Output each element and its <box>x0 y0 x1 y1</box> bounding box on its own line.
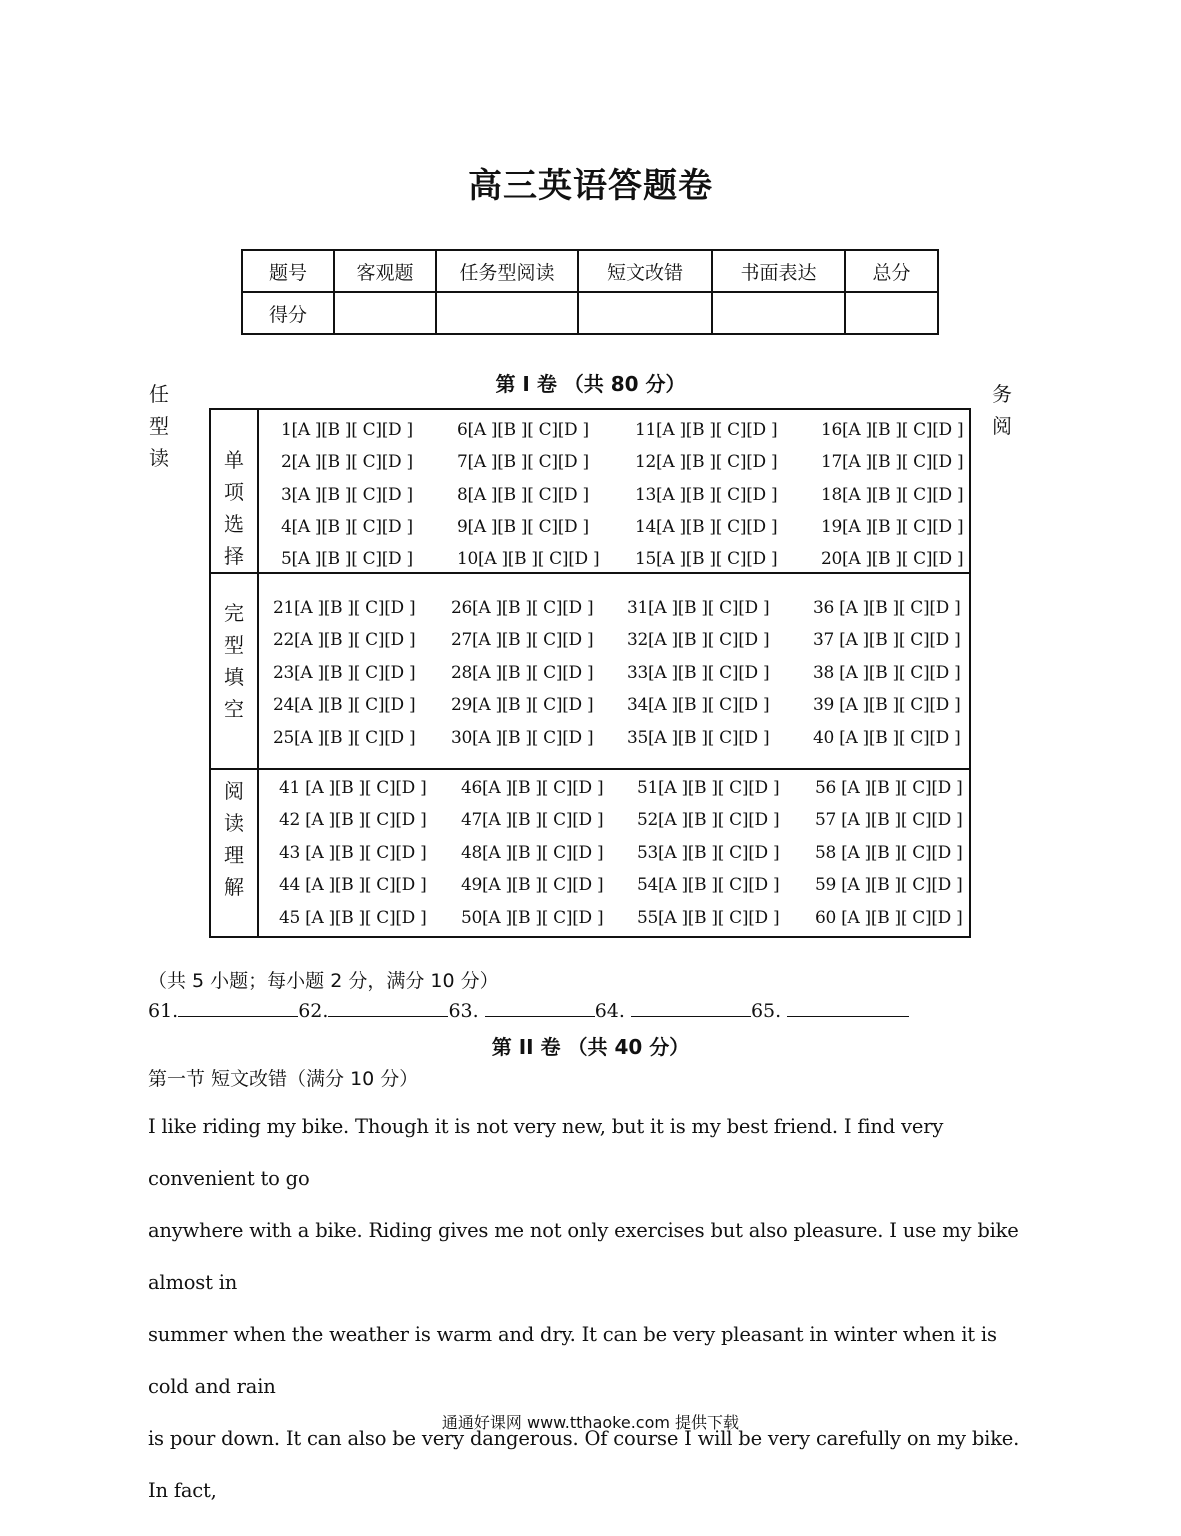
side-label-right <box>990 378 1014 442</box>
answer-option-row[interactable]: 58 [A ][B ][ C][D ] <box>815 843 963 863</box>
side-label-left <box>147 378 171 474</box>
side-char: 读 <box>149 446 169 470</box>
answer-option-row[interactable]: 47[A ][B ][ C][D ] <box>461 810 604 830</box>
answer-option-row[interactable]: 29[A ][B ][ C][D ] <box>451 695 594 715</box>
answer-option-row[interactable]: 51[A ][B ][ C][D ] <box>637 778 780 798</box>
answer-option-row[interactable]: 60 [A ][B ][ C][D ] <box>815 908 963 928</box>
answer-blank[interactable] <box>631 1000 751 1017</box>
score-cell[interactable] <box>436 292 578 334</box>
answer-option-row[interactable]: 43 [A ][B ][ C][D ] <box>279 843 427 863</box>
blank-number: 63. <box>448 1000 485 1022</box>
answer-option-row[interactable]: 11[A ][B ][ C][D ] <box>635 420 778 440</box>
header-cell: 任务型阅读 <box>436 250 578 292</box>
answer-option-row[interactable]: 46[A ][B ][ C][D ] <box>461 778 604 798</box>
answer-option-row[interactable]: 27[A ][B ][ C][D ] <box>451 630 594 650</box>
answer-section-reading <box>211 770 969 936</box>
side-char: 任 <box>149 382 169 406</box>
blank-number: 61. <box>148 1000 179 1022</box>
answer-blank[interactable] <box>178 1000 298 1017</box>
answer-option-row[interactable]: 23[A ][B ][ C][D ] <box>273 663 416 683</box>
task-reading-blanks <box>148 1000 909 1022</box>
answer-option-row[interactable]: 13[A ][B ][ C][D ] <box>635 485 778 505</box>
answer-option-row[interactable]: 10[A ][B ][ C][D ] <box>457 549 600 569</box>
answer-section-single-choice <box>211 410 969 574</box>
header-cell: 客观题 <box>334 250 436 292</box>
score-table <box>241 249 939 335</box>
label-char: 解 <box>224 875 244 899</box>
label-char: 项 <box>224 480 244 504</box>
answer-option-row[interactable]: 52[A ][B ][ C][D ] <box>637 810 780 830</box>
answer-option-row[interactable]: 1[A ][B ][ C][D ] <box>281 420 413 440</box>
answer-option-row[interactable]: 5[A ][B ][ C][D ] <box>281 549 413 569</box>
header-cell: 短文改错 <box>578 250 712 292</box>
answer-blank[interactable] <box>485 1000 595 1017</box>
answer-option-row[interactable]: 18[A ][B ][ C][D ] <box>821 485 964 505</box>
label-char: 单 <box>224 448 244 472</box>
answer-option-row[interactable]: 16[A ][B ][ C][D ] <box>821 420 964 440</box>
answer-option-row[interactable]: 54[A ][B ][ C][D ] <box>637 875 780 895</box>
answer-option-row[interactable]: 24[A ][B ][ C][D ] <box>273 695 416 715</box>
page-title: 高三英语答题卷 <box>468 166 713 206</box>
blank-number: 65. <box>750 1000 788 1022</box>
task-reading-note: （共 5 小题；每小题 2 分，满分 10 分） <box>148 970 499 992</box>
side-char: 阅 <box>992 414 1012 438</box>
answer-option-row[interactable]: 49[A ][B ][ C][D ] <box>461 875 604 895</box>
header-cell: 总分 <box>845 250 938 292</box>
label-char: 选 <box>224 512 244 536</box>
part2-heading: 第 II 卷 （共 40 分） <box>491 1035 690 1059</box>
answer-section-cloze <box>211 574 969 770</box>
answer-option-row[interactable]: 36 [A ][B ][ C][D ] <box>813 598 961 618</box>
passage-line: anywhere with a bike. Riding gives me not only exercises but also pleasure. I use my bike almost in <box>148 1219 1019 1294</box>
answer-option-row[interactable]: 8[A ][B ][ C][D ] <box>457 485 589 505</box>
label-char: 阅 <box>224 779 244 803</box>
answer-option-row[interactable]: 22[A ][B ][ C][D ] <box>273 630 416 650</box>
score-cell[interactable] <box>845 292 938 334</box>
answer-option-row[interactable]: 33[A ][B ][ C][D ] <box>627 663 770 683</box>
blank-number: 64. <box>594 1000 631 1022</box>
side-char: 型 <box>149 414 169 438</box>
answer-option-row[interactable]: 45 [A ][B ][ C][D ] <box>279 908 427 928</box>
answer-option-row[interactable]: 37 [A ][B ][ C][D ] <box>813 630 961 650</box>
part1-heading: 第 I 卷 （共 80 分） <box>495 372 686 396</box>
answer-option-row[interactable]: 7[A ][B ][ C][D ] <box>457 452 589 472</box>
answer-blank[interactable] <box>328 1000 448 1017</box>
answer-option-row[interactable]: 19[A ][B ][ C][D ] <box>821 517 964 537</box>
row-label: 得分 <box>242 292 334 334</box>
blank-number: 62. <box>298 1000 329 1022</box>
label-char: 择 <box>224 544 244 568</box>
score-cell[interactable] <box>712 292 845 334</box>
answer-option-row[interactable]: 14[A ][B ][ C][D ] <box>635 517 778 537</box>
answer-option-row[interactable]: 50[A ][B ][ C][D ] <box>461 908 604 928</box>
label-char: 理 <box>224 843 244 867</box>
answer-option-row[interactable]: 35[A ][B ][ C][D ] <box>627 728 770 748</box>
answer-option-row[interactable]: 57 [A ][B ][ C][D ] <box>815 810 963 830</box>
answer-option-row[interactable]: 34[A ][B ][ C][D ] <box>627 695 770 715</box>
answer-option-row[interactable]: 56 [A ][B ][ C][D ] <box>815 778 963 798</box>
section1-title: 第一节 短文改错（满分 10 分） <box>148 1068 419 1090</box>
answer-option-row[interactable]: 42 [A ][B ][ C][D ] <box>279 810 427 830</box>
section-label <box>211 574 259 768</box>
answer-option-row[interactable]: 25[A ][B ][ C][D ] <box>273 728 416 748</box>
passage-line: I like riding my bike. Though it is not very new, but it is my best friend. I find very convenient to go <box>148 1115 944 1190</box>
passage-line: summer when the weather is warm and dry. It can be very pleasant in winter when it is cold and rain <box>148 1323 997 1398</box>
answer-option-row[interactable]: 44 [A ][B ][ C][D ] <box>279 875 427 895</box>
answer-option-row[interactable]: 48[A ][B ][ C][D ] <box>461 843 604 863</box>
answer-blank[interactable] <box>787 1000 909 1017</box>
answer-option-row[interactable]: 32[A ][B ][ C][D ] <box>627 630 770 650</box>
answer-option-row[interactable]: 2[A ][B ][ C][D ] <box>281 452 413 472</box>
answer-grid <box>209 408 971 938</box>
answer-option-row[interactable]: 21[A ][B ][ C][D ] <box>273 598 416 618</box>
answer-option-row[interactable]: 6[A ][B ][ C][D ] <box>457 420 589 440</box>
passage-line: is pour down. It can also be very dangerous. Of course I will be very carefully on my bike. In fact, <box>148 1427 1020 1502</box>
score-cell[interactable] <box>334 292 436 334</box>
label-char: 空 <box>224 697 244 721</box>
answer-option-row[interactable]: 20[A ][B ][ C][D ] <box>821 549 964 569</box>
answer-option-row[interactable]: 17[A ][B ][ C][D ] <box>821 452 964 472</box>
answer-option-row[interactable]: 9[A ][B ][ C][D ] <box>457 517 589 537</box>
score-table-header-row <box>242 250 938 292</box>
answer-option-row[interactable]: 53[A ][B ][ C][D ] <box>637 843 780 863</box>
side-char: 务 <box>992 382 1012 406</box>
error-correction-passage <box>148 1101 1038 1517</box>
answer-option-row[interactable]: 40 [A ][B ][ C][D ] <box>813 728 961 748</box>
answer-option-row[interactable]: 55[A ][B ][ C][D ] <box>637 908 780 928</box>
section-label <box>211 410 259 572</box>
answer-option-row[interactable]: 30[A ][B ][ C][D ] <box>451 728 594 748</box>
answer-option-row[interactable]: 39 [A ][B ][ C][D ] <box>813 695 961 715</box>
header-cell: 题号 <box>242 250 334 292</box>
score-table-score-row <box>242 292 938 334</box>
footer-text: 通通好课网 www.tthaoke.com 提供下载 <box>441 1413 740 1432</box>
label-char: 完 <box>224 601 244 625</box>
label-char: 填 <box>224 665 244 689</box>
label-char: 型 <box>224 633 244 657</box>
answer-option-row[interactable]: 12[A ][B ][ C][D ] <box>635 452 778 472</box>
answer-option-row[interactable]: 4[A ][B ][ C][D ] <box>281 517 413 537</box>
answer-option-row[interactable]: 38 [A ][B ][ C][D ] <box>813 663 961 683</box>
answer-option-row[interactable]: 41 [A ][B ][ C][D ] <box>279 778 427 798</box>
answer-option-row[interactable]: 15[A ][B ][ C][D ] <box>635 549 778 569</box>
answer-option-row[interactable]: 59 [A ][B ][ C][D ] <box>815 875 963 895</box>
section-label <box>211 770 259 936</box>
answer-option-row[interactable]: 26[A ][B ][ C][D ] <box>451 598 594 618</box>
label-char: 读 <box>224 811 244 835</box>
answer-option-row[interactable]: 3[A ][B ][ C][D ] <box>281 485 413 505</box>
answer-option-row[interactable]: 28[A ][B ][ C][D ] <box>451 663 594 683</box>
answer-option-row[interactable]: 31[A ][B ][ C][D ] <box>627 598 770 618</box>
header-cell: 书面表达 <box>712 250 845 292</box>
score-cell[interactable] <box>578 292 712 334</box>
